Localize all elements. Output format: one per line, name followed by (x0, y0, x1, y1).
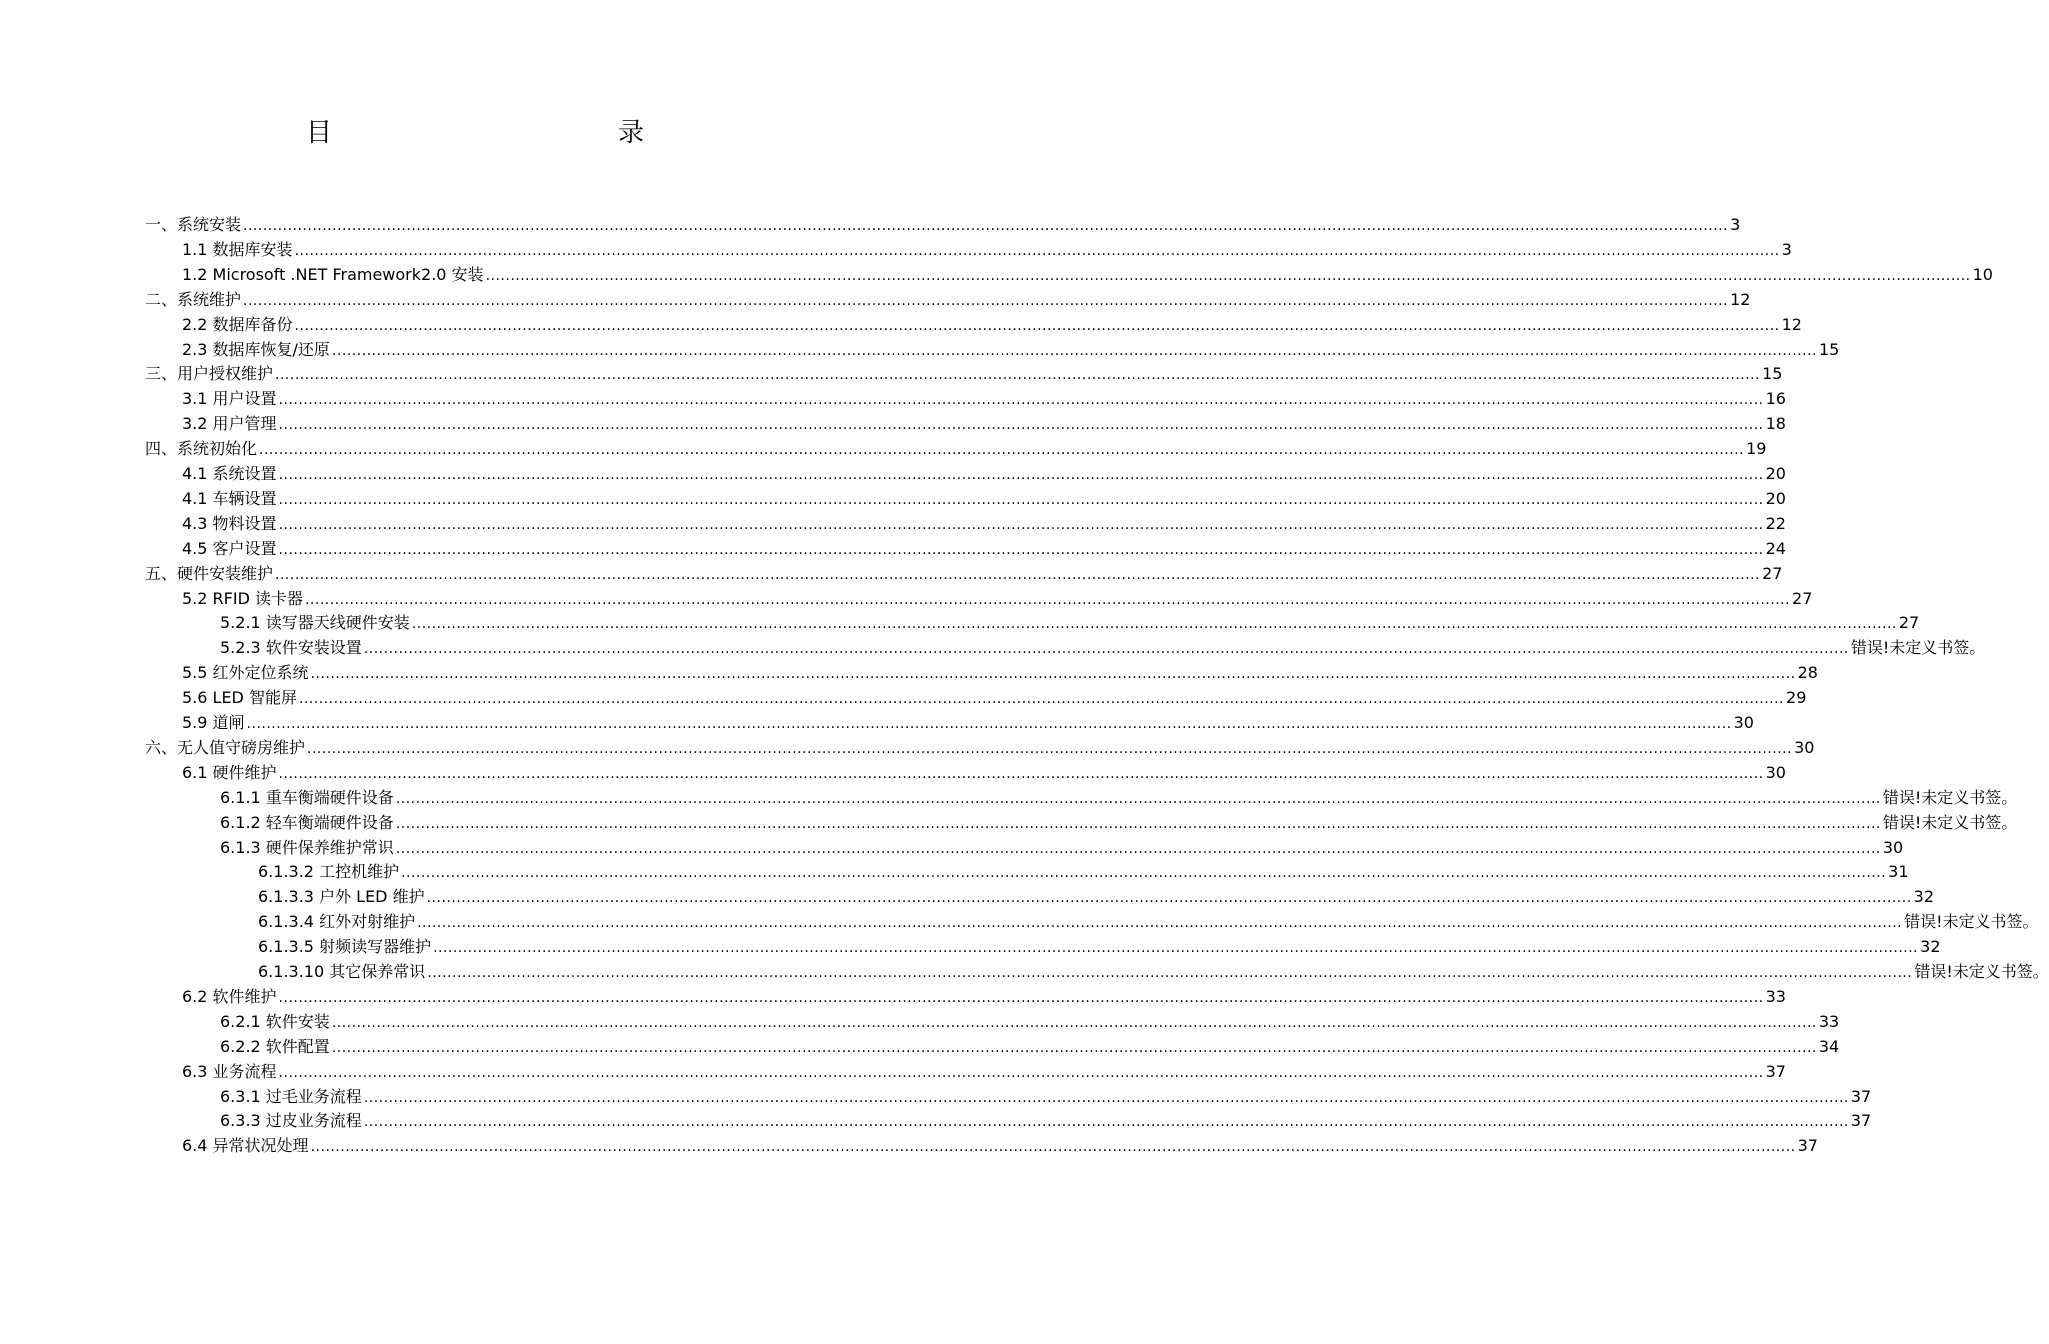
toc-dot-leader: ............................................................................................................................................................................................................................................................................................................ (417, 915, 1903, 932)
toc-entry-title: 3.2 用户管理 (182, 414, 277, 434)
toc-page-number: 30 (1882, 837, 1904, 857)
toc-entry-title: 6.1.3.3 户外 LED 维护 (258, 887, 425, 907)
toc-page-number: 30 (1765, 762, 1786, 782)
toc-dot-leader: ............................................................................................................................................................................................................................................................................................................ (363, 1089, 1849, 1106)
toc-dot-leader: ............................................................................................................................................................................................................................................................................................................ (246, 716, 1732, 732)
toc-page-number: 37 (1765, 1061, 1786, 1081)
toc-dot-leader: ............................................................................................................................................................................................................................................................................................................ (310, 666, 1796, 683)
toc-entry-title: 5.6 LED 智能屏 (182, 688, 297, 708)
toc-entry[interactable] (258, 859, 1909, 884)
toc-entry[interactable] (182, 486, 1786, 511)
toc-entry[interactable] (182, 461, 1786, 486)
toc-page-number: 19 (1746, 439, 1767, 459)
toc-entry[interactable] (145, 287, 1751, 312)
toc-dot-leader: ............................................................................................................................................................................................................................................................................................................ (278, 417, 1764, 434)
toc-dot-leader: ............................................................................................................................................................................................................................................................................................................ (426, 890, 1912, 907)
toc-entry-title: 1.1 数据库安装 (182, 239, 293, 259)
toc-entry-title: 6.1.3 硬件保养维护常识 (220, 837, 394, 857)
toc-page-number: 10 (1972, 264, 1993, 284)
toc-page-number: 15 (1819, 339, 1840, 359)
toc-entry[interactable] (258, 934, 1941, 959)
toc-entry-title: 6.3.1 过毛业务流程 (220, 1086, 362, 1106)
toc-entry-title: 5.5 红外定位系统 (182, 663, 309, 683)
page-title: 目 录 (305, 118, 722, 148)
toc-dot-leader: ............................................................................................................................................................................................................................................................................................................ (395, 815, 1881, 832)
toc-dot-leader: ............................................................................................................................................................................................................................................................................................................ (278, 491, 1764, 508)
toc-page-number: 错误!未定义书签。 (1882, 812, 2018, 832)
toc-page-number: 18 (1765, 414, 1786, 434)
toc-dot-leader: ............................................................................................................................................................................................................................................................................................................ (307, 740, 1793, 757)
toc-dot-leader: ............................................................................................................................................................................................................................................................................................................ (395, 840, 1881, 857)
toc-page-number: 30 (1733, 713, 1754, 732)
toc-dot-leader: ............................................................................................................................................................................................................................................................................................................ (243, 292, 1729, 309)
toc-entry[interactable] (220, 1009, 1840, 1034)
toc-entry-title: 6.1 硬件维护 (182, 762, 277, 782)
toc-page-number: 22 (1765, 513, 1786, 533)
toc-dot-leader: ............................................................................................................................................................................................................................................................................................................ (310, 1139, 1796, 1156)
toc-entry[interactable] (182, 984, 1786, 1009)
toc-entry-title: 五、硬件安装维护 (145, 563, 274, 583)
toc-entry-title: 4.1 车辆设置 (182, 488, 277, 508)
toc-entry-title: 6.1.2 轻车衡端硬件设备 (220, 812, 394, 832)
toc-entry-title: 5.2 RFID 读卡器 (182, 588, 303, 608)
toc-entry[interactable] (258, 884, 1935, 909)
toc-entry-title: 6.2 软件维护 (182, 986, 277, 1006)
toc-entry[interactable] (145, 361, 1783, 386)
toc-page-number: 27 (1792, 588, 1813, 608)
toc-entry[interactable] (182, 237, 1792, 262)
toc-entry-title: 1.2 Microsoft .NET Framework2.0 安装 (182, 264, 484, 284)
toc-page-number: 20 (1765, 488, 1786, 508)
toc-entry-title: 6.2.1 软件安装 (220, 1011, 330, 1031)
toc-entry[interactable] (182, 660, 1818, 685)
toc-dot-leader: ............................................................................................................................................................................................................................................................................................................ (411, 616, 1897, 633)
toc-entry[interactable] (182, 1059, 1786, 1084)
toc-dot-leader: ............................................................................................................................................................................................................................................................................................................ (363, 641, 1849, 658)
toc-entry-title: 三、用户授权维护 (145, 364, 274, 384)
toc-entry-title: 4.3 物料设置 (182, 513, 277, 533)
toc-page-number: 31 (1888, 862, 1909, 882)
toc-entry[interactable] (182, 386, 1786, 411)
toc-dot-leader: ............................................................................................................................................................................................................................................................................................................ (278, 392, 1764, 409)
toc-entry[interactable] (145, 561, 1783, 586)
toc-page-number: 12 (1781, 314, 1802, 334)
toc-entry[interactable] (220, 1084, 1872, 1109)
toc-entry-title: 5.2.3 软件安装设置 (220, 638, 362, 658)
toc-dot-leader: ............................................................................................................................................................................................................................................................................................................ (363, 1114, 1849, 1131)
toc-entry[interactable] (182, 262, 1993, 287)
toc-page-number: 33 (1818, 1011, 1840, 1031)
toc-dot-leader: ............................................................................................................................................................................................................................................................................................................ (275, 367, 1761, 384)
toc-entry-title: 四、系统初始化 (145, 439, 258, 459)
toc-entry[interactable] (182, 760, 1786, 785)
toc-page-number: 12 (1730, 289, 1751, 309)
toc-entry[interactable] (220, 835, 1904, 860)
toc-page-number: 32 (1920, 937, 1941, 957)
toc-entry[interactable] (145, 212, 1741, 237)
toc-page-number: 15 (1762, 364, 1783, 384)
toc-page-number: 16 (1765, 389, 1786, 409)
toc-entry-title: 6.1.3.5 射频读写器维护 (258, 937, 432, 957)
toc-dot-leader: ............................................................................................................................................................................................................................................................................................................ (485, 267, 1971, 284)
toc-dot-leader: ............................................................................................................................................................................................................................................................................................................ (278, 516, 1764, 533)
toc-entry[interactable] (220, 635, 1986, 660)
toc-dot-leader: ............................................................................................................................................................................................................................................................................................................ (259, 442, 1745, 459)
toc-dot-leader: ............................................................................................................................................................................................................................................................................................................ (294, 242, 1780, 259)
toc-entry-title: 3.1 用户设置 (182, 389, 277, 409)
toc-page-number: 32 (1913, 887, 1935, 907)
toc-entry-title: 6.1.3.4 红外对射维护 (258, 912, 416, 932)
toc-entry[interactable] (182, 312, 1802, 337)
toc-dot-leader: ............................................................................................................................................................................................................................................................................................................ (395, 790, 1881, 807)
toc-entry-title: 6.2.2 软件配置 (220, 1036, 330, 1056)
toc-dot-leader: ............................................................................................................................................................................................................................................................................................................ (278, 765, 1764, 782)
toc-dot-leader: ............................................................................................................................................................................................................................................................................................................ (401, 865, 1887, 882)
toc-page-number: 20 (1765, 464, 1786, 483)
toc-page-number: 29 (1786, 688, 1807, 708)
toc-entry[interactable] (182, 586, 1813, 611)
toc-page-number: 33 (1765, 986, 1786, 1006)
toc-entry[interactable] (182, 337, 1840, 362)
toc-entry-title: 6.3 业务流程 (182, 1061, 277, 1081)
toc-entry-title: 二、系统维护 (145, 289, 242, 309)
toc-entry[interactable] (145, 735, 1815, 760)
toc-entry-title: 5.2.1 读写器天线硬件安装 (220, 613, 410, 633)
toc-page-number: 3 (1730, 215, 1741, 234)
toc-page-number: 27 (1898, 613, 1920, 633)
toc-dot-leader: ............................................................................................................................................................................................................................................................................................................ (331, 1039, 1817, 1056)
toc-page-number: 37 (1797, 1136, 1818, 1156)
toc-dot-leader: ............................................................................................................................................................................................................................................................................................................ (278, 541, 1764, 558)
toc-entry[interactable] (182, 685, 1807, 710)
toc-entry[interactable] (258, 909, 2039, 934)
toc-entry[interactable] (220, 1034, 1840, 1059)
toc-page-number: 3 (1781, 239, 1792, 259)
toc-page-number: 37 (1850, 1086, 1872, 1106)
toc-entry-title: 2.3 数据库恢复/还原 (182, 339, 330, 359)
toc-entry-title: 6.1.1 重车衡端硬件设备 (220, 787, 394, 807)
toc-entry-title: 6.3.3 过皮业务流程 (220, 1111, 362, 1131)
toc-entry-title: 6.1.3.10 其它保养常识 (258, 962, 426, 981)
toc-entry[interactable] (182, 1133, 1818, 1158)
toc-page-number: 错误!未定义书签。 (1850, 638, 1986, 658)
toc-entry-title: 一、系统安装 (145, 215, 242, 234)
toc-page-number: 错误!未定义书签。 (1914, 962, 2049, 981)
toc-dot-leader: ............................................................................................................................................................................................................................................................................................................ (433, 940, 1919, 957)
toc-entry[interactable] (182, 411, 1786, 436)
toc-page-number: 错误!未定义书签。 (1904, 912, 2039, 932)
toc-dot-leader: ............................................................................................................................................................................................................................................................................................................ (278, 467, 1764, 483)
toc-entry[interactable] (220, 785, 2018, 810)
toc-entry[interactable] (220, 1108, 1872, 1133)
toc-entry[interactable] (182, 511, 1786, 536)
toc-page-number: 28 (1797, 663, 1818, 683)
toc-entry[interactable] (145, 436, 1767, 461)
toc-entry-title: 4.1 系统设置 (182, 464, 277, 483)
toc-entry-title: 4.5 客户设置 (182, 538, 277, 558)
toc-dot-leader: ............................................................................................................................................................................................................................................................................................................ (427, 965, 1913, 981)
toc-dot-leader: ............................................................................................................................................................................................................................................................................................................ (298, 691, 1785, 708)
toc-page-number: 37 (1850, 1111, 1872, 1131)
toc-entry-title: 5.9 道闸 (182, 713, 245, 732)
toc-page-number: 34 (1818, 1036, 1840, 1056)
toc-page-number: 30 (1794, 737, 1815, 757)
toc-entry[interactable] (182, 536, 1786, 561)
toc-entry[interactable] (220, 810, 2018, 835)
toc-entry[interactable] (182, 710, 1754, 735)
toc-entry[interactable] (220, 610, 1920, 635)
toc-dot-leader: ............................................................................................................................................................................................................................................................................................................ (331, 1014, 1817, 1031)
toc-entry-title: 6.4 异常状况处理 (182, 1136, 309, 1156)
toc-dot-leader: ............................................................................................................................................................................................................................................................................................................ (294, 317, 1780, 334)
toc-dot-leader: ............................................................................................................................................................................................................................................................................................................ (243, 218, 1729, 234)
toc-page-number: 24 (1765, 538, 1786, 558)
toc-dot-leader: ............................................................................................................................................................................................................................................................................................................ (331, 342, 1817, 359)
toc-entry-title: 六、无人值守磅房维护 (145, 737, 306, 757)
toc-entry-title: 2.2 数据库备份 (182, 314, 293, 334)
toc-dot-leader: ............................................................................................................................................................................................................................................................................................................ (304, 591, 1791, 608)
toc-dot-leader: ............................................................................................................................................................................................................................................................................................................ (275, 566, 1761, 583)
toc-entry-title: 6.1.3.2 工控机维护 (258, 862, 400, 882)
toc-page-number: 错误!未定义书签。 (1882, 787, 2018, 807)
toc-page-number: 27 (1762, 563, 1783, 583)
toc-dot-leader: ............................................................................................................................................................................................................................................................................................................ (278, 989, 1764, 1006)
toc-dot-leader: ............................................................................................................................................................................................................................................................................................................ (278, 1064, 1764, 1081)
toc-entry[interactable] (258, 959, 2049, 984)
